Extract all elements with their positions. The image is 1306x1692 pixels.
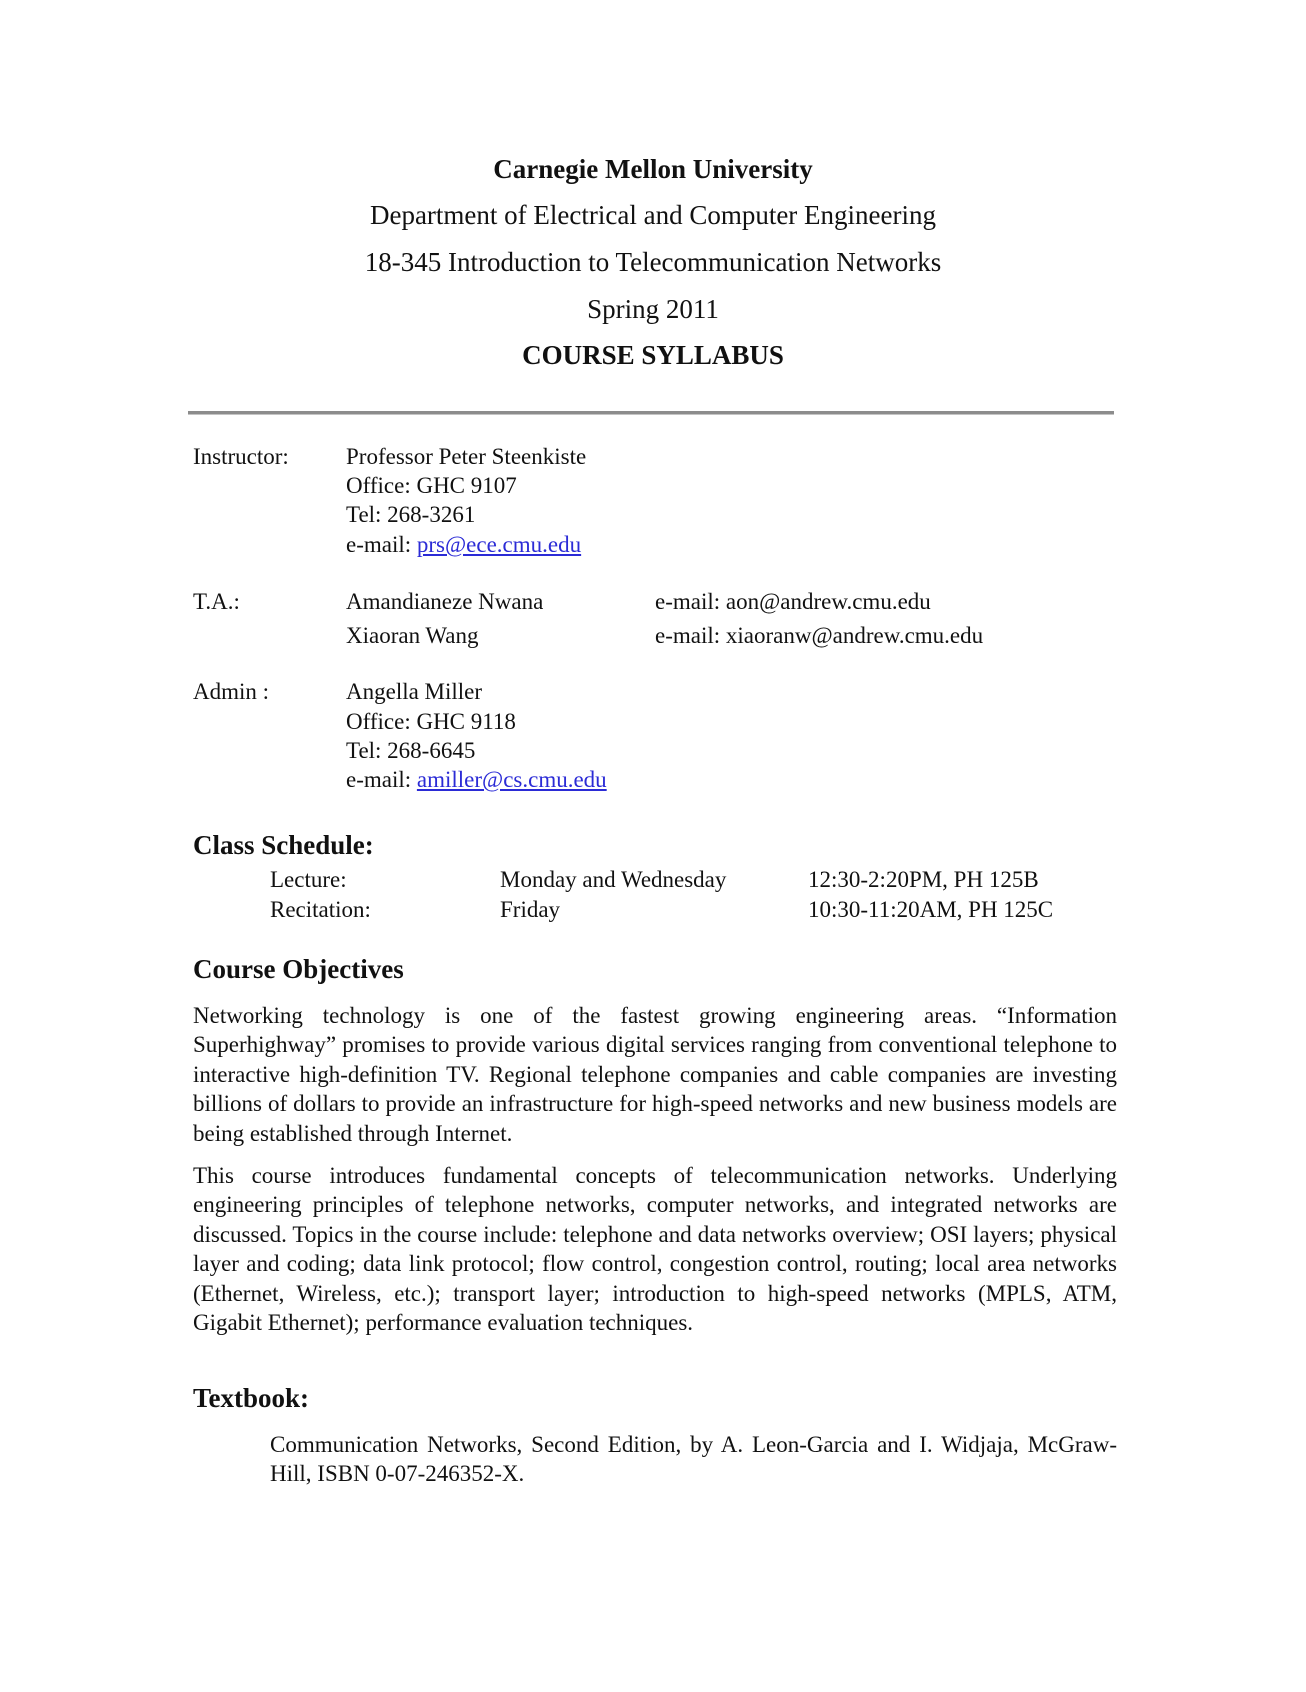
admin-office: Office: GHC 9118: [346, 709, 516, 734]
admin-tel: Tel: 268-6645: [346, 738, 476, 763]
ta-label: T.A.:: [193, 589, 240, 614]
instructor-name: Professor Peter Steenkiste: [346, 444, 587, 469]
objectives-heading: Course Objectives: [193, 954, 404, 984]
admin-email-line: [346, 766, 607, 794]
instructor-email-prefix: e-mail:: [346, 532, 412, 557]
schedule-days: Friday: [500, 897, 561, 922]
objectives-paragraph: Networking technology is one of the fastest growing engineering areas. “Information Superhighway” promises to provide various digital services ranging from conventional telephone to interactive high-definition TV. Regional telephone companies and cable companies are investing billions of dollars to provide an infrastructure for high-speed networks and new business models are being established through Internet.: [193, 1003, 1117, 1146]
admin-name: Angella Miller: [346, 679, 483, 704]
course-name: 18-345 Introduction to Telecommunication Networks: [364, 247, 942, 277]
schedule-time: 12:30-2:20PM, PH 125B: [808, 867, 1039, 892]
schedule-heading: Class Schedule:: [193, 830, 374, 860]
instructor-email-line: [346, 531, 581, 559]
admin-email-link[interactable]: amiller@cs.cmu.edu: [416, 767, 607, 792]
admin-email-prefix: e-mail:: [346, 767, 412, 792]
instructor-label: Instructor:: [193, 444, 289, 469]
schedule-time: 10:30-11:20AM, PH 125C: [808, 897, 1054, 922]
ta-name: Xiaoran Wang: [346, 623, 479, 648]
schedule-type: Recitation:: [270, 897, 371, 922]
schedule-type: Lecture:: [270, 867, 347, 892]
ta-name: Amandianeze Nwana: [346, 589, 544, 614]
page-title: COURSE SYLLABUS: [522, 340, 784, 370]
instructor-office: Office: GHC 9107: [346, 473, 517, 498]
instructor-email-link[interactable]: prs@ece.cmu.edu: [416, 532, 582, 557]
textbook-heading: Textbook:: [193, 1383, 310, 1413]
instructor-tel: Tel: 268-3261: [346, 502, 476, 527]
admin-label: Admin :: [193, 679, 270, 704]
ta-email: e-mail: aon@andrew.cmu.edu: [655, 589, 931, 614]
university-name: Carnegie Mellon University: [493, 154, 813, 184]
header-divider: [188, 411, 1114, 415]
department-name: Department of Electrical and Computer Engineering: [369, 200, 937, 230]
textbook-citation: Communication Networks, Second Edition, by A. Leon-Garcia and I. Widjaja, McGraw-Hill, ISBN 0-07-246352-X.: [270, 1432, 1117, 1487]
term: Spring 2011: [587, 294, 719, 324]
objectives-paragraph: This course introduces fundamental concepts of telecommunication networks. Underlying engineering principles of telephone networks, computer networks, and integrated networks are discussed. Topics in the course include: telephone and data networks overview; OSI layers; physical layer and coding; data link protocol; flow control, congestion control, routing; local area networks (Ethernet, Wireless, etc.); transport layer; introduction to high-speed networks (MPLS, ATM, Gigabit Ethernet); performance evaluation techniques.: [193, 1163, 1117, 1336]
schedule-days: Monday and Wednesday: [500, 867, 727, 892]
ta-email: e-mail: xiaoranw@andrew.cmu.edu: [655, 623, 984, 648]
